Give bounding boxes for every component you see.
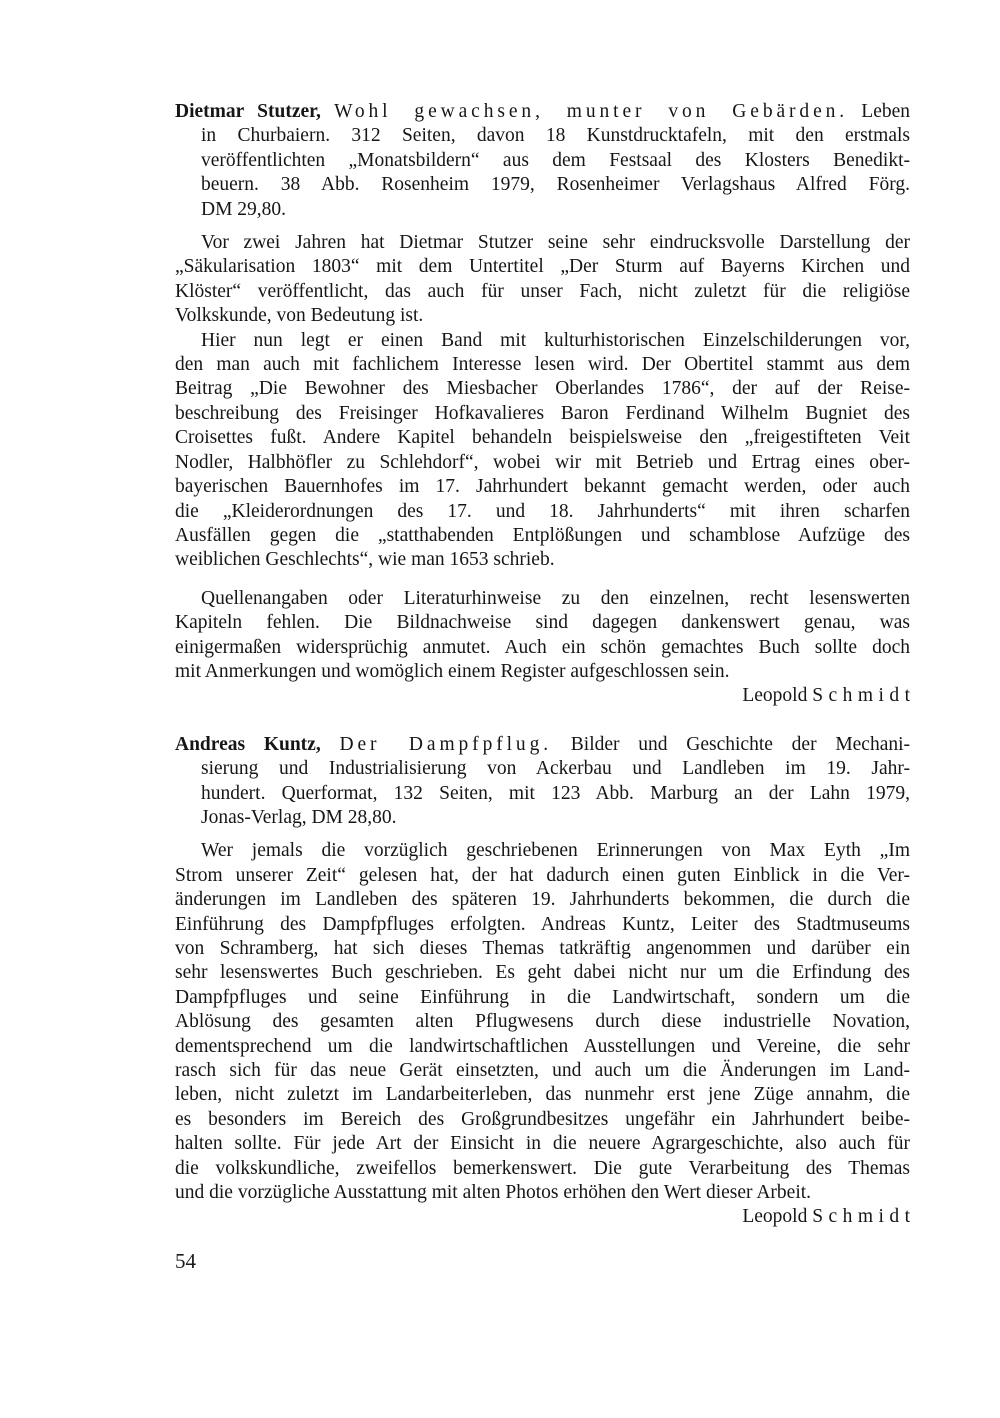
text-line: Kapiteln fehlen. Die Bildnachweise sind dagegen dankenswert genau, was [175, 612, 910, 634]
bib-line: Jonas-Verlag, DM 28,80. [201, 806, 397, 828]
bib-line: sierung und Industrialisierung von Ackerbau und Landleben im 19. Jahr- [201, 758, 910, 780]
text-line: Strom unserer Zeit“ gelesen hat, der hat dadurch einen guten Einblick in die Ver- [175, 864, 910, 886]
review-author: Dietmar Stutzer, [175, 101, 321, 122]
text-line: Vor zwei Jahren hat Dietmar Stutzer seine sehr eindrucksvolle Darstellung der [201, 232, 910, 254]
bib-continuation-lines [175, 124, 910, 222]
text-line: änderungen im Landleben des späteren 19. Jahrhunderts bekommen, die durch die [175, 889, 910, 911]
text-line: Croisettes fußt. Andere Kapitel behandeln beispielsweise den „freigestifteten Veit [175, 427, 910, 449]
text-line: weiblichen Geschlechts“, wie man 1653 schrieb. [175, 549, 555, 571]
signature-first-name: Leopold [742, 685, 808, 707]
text-line: und die vorzügliche Ausstattung mit alten Photos erhöhen den Wert dieser Arbeit. [175, 1182, 812, 1204]
bibliography-1 [175, 100, 910, 222]
book-review-1 [175, 100, 916, 709]
bib-first-line [175, 733, 910, 757]
text-line: „Säkularisation 1803“ mit dem Untertitel „Der Sturm auf Bayerns Kirchen und [175, 256, 910, 278]
text-line: die volkskundliche, zweifellos bemerkenswert. Die gute Verarbeitung des Themas [175, 1157, 910, 1179]
bib-line: beuern. 38 Abb. Rosenheim 1979, Rosenheimer Verlagshaus Alfred Förg. [201, 174, 910, 196]
text-line: rasch sich für das neue Gerät einsetzten, und auch um die Änderungen im Land- [175, 1060, 910, 1082]
text-line: Nodler, Halbhöfler zu Schlehdorf“, wobei wir mit Betrieb und Ertrag eines ober- [175, 451, 910, 473]
bib-line: in Churbaiern. 312 Seiten, davon 18 Kunstdrucktafeln, mit den erstmals [201, 125, 910, 147]
bib-continuation-lines [175, 757, 910, 830]
text-line: mit Anmerkungen und womöglich einem Register aufgeschlossen sein. [175, 660, 730, 682]
reviewer-signature-1 [175, 684, 916, 708]
text-line: den man auch mit fachlichem Interesse lesen wird. Der Obertitel stammt aus dem [175, 354, 910, 376]
text-line: Ausfällen gegen die „statthabenden Entplößungen und schamblose Aufzüge des [175, 524, 910, 546]
text-line: beschreibung des Freisinger Hofkavalieres Baron Ferdinand Wilhelm Bugniet des [175, 402, 910, 424]
review-title-spaced: Der Dampfpflug. [339, 733, 553, 755]
text-line: die „Kleiderordnungen des 17. und 18. Jahrhunderts“ mit ihren scharfen [175, 500, 910, 522]
text-line: leben, nicht zuletzt im Landarbeiterleben, das nunmehr erst jene Züge annahm, die [175, 1084, 910, 1106]
text-line: Hier nun legt er einen Band mit kulturhistorischen Einzelschilderungen vor, [201, 329, 910, 351]
bib-first-line [175, 100, 910, 124]
review2-paragraph-1 [175, 839, 910, 1205]
bib-line: DM 29,80. [201, 198, 287, 220]
page-number: 54 [175, 1249, 196, 1273]
text-line: bayerischen Bauernhofes im 17. Jahrhundert bekannt gemacht werden, oder auch [175, 476, 910, 498]
text-line: einigermaßen widersprüchig anmutet. Auch ein schön gemachtes Buch sollte doch [175, 636, 910, 658]
text-line: Volkskunde, von Bedeutung ist. [175, 305, 424, 327]
review-author: Andreas Kuntz, [175, 733, 321, 755]
review1-paragraph-1 [175, 231, 910, 329]
bib-line1-rest: Leben [861, 101, 911, 122]
bib-line1-rest: Bilder und Geschichte der Mechani- [570, 733, 911, 755]
book-review-2 [175, 733, 916, 1230]
text-line: Beitrag „Die Bewohner des Miesbacher Oberlandes 1786“, der auf der Reise- [175, 378, 910, 400]
text-line: Wer jemals die vorzüglich geschriebenen Erinnerungen von Max Eyth „Im [201, 840, 910, 862]
signature-first-name: Leopold [742, 1206, 808, 1228]
text-line: Dampfpfluges und seine Einführung in die Landwirtschaft, sondern um die [175, 986, 910, 1008]
text-line: dementsprechend um die landwirtschaftlichen Ausstellungen und Vereine, die sehr [175, 1035, 910, 1057]
text-line: Einführung des Dampfpfluges erfolgten. Andreas Kuntz, Leiter des Stadtmuseums [175, 913, 910, 935]
text-line: Quellenangaben oder Literaturhinweise zu den einzelnen, recht lesenswerten [201, 587, 910, 609]
text-line: Klöster“ veröffentlicht, das auch für unser Fach, nicht zuletzt für die religiöse [175, 280, 910, 302]
review1-paragraph-2 [175, 329, 910, 573]
reviewer-signature-2 [175, 1205, 916, 1229]
text-line: halten sollte. Für jede Art der Einsicht in die neuere Agrargeschichte, also auch für [175, 1133, 910, 1155]
text-line: es besonders im Bereich des Großgrundbesitzes ungefähr ein Jahrhundert beibe- [175, 1108, 910, 1130]
bib-line: veröffentlichten „Monatsbildern“ aus dem Festsaal des Klosters Benedikt- [201, 149, 910, 171]
signature-last-name: Schmidt [812, 685, 916, 707]
bib-line: hundert. Querformat, 132 Seiten, mit 123 Abb. Marburg an der Lahn 1979, [201, 782, 910, 804]
review1-paragraph-3 [175, 587, 910, 685]
text-line: von Schramberg, hat sich dieses Themas tatkräftig angenommen und darüber ein [175, 938, 910, 959]
text-line: sehr lesenswertes Buch geschrieben. Es geht dabei nicht nur um die Erfindung des [175, 962, 910, 984]
signature-last-name: Schmidt [812, 1206, 916, 1228]
text-line: Ablösung des gesamten alten Pflugwesens durch diese industrielle Novation, [175, 1011, 910, 1033]
text-block [175, 100, 916, 1230]
bibliography-2 [175, 733, 910, 831]
review-title-spaced: Wohl gewachsen, munter von Gebärden. [334, 101, 849, 122]
